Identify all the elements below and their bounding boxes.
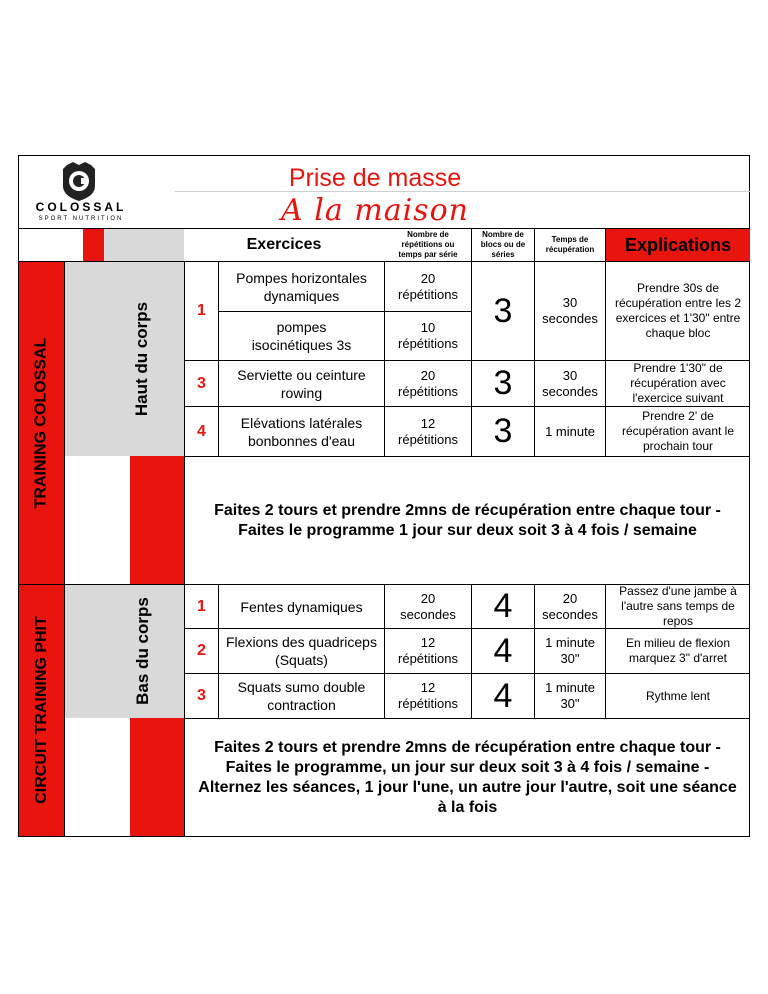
upper-block1-exercise-a: Pompes horizontales dynamiques [236, 269, 367, 304]
lower-row3-rest: 1 minute 30" [545, 680, 595, 711]
header-grey-cell [104, 229, 184, 261]
upper-block1-number: 1 [197, 302, 206, 319]
upper-block1-blocks: 3 [493, 291, 513, 330]
upper-block3-explanation: Prendre 1'30" de récupération avec l'exercice suivant [630, 361, 726, 405]
lower-row3-reps: 12 répétitions [398, 680, 458, 711]
lower-row3-exercise: Squats sumo double contraction [237, 679, 366, 713]
lower-row3-blocks: 4 [493, 676, 513, 715]
lower-row2-blocks: 4 [493, 631, 513, 670]
upper-block4-rest: 1 minute [545, 423, 595, 439]
upper-block1-rest: 30 secondes [542, 295, 598, 326]
upper-block4-exercise: Elévations latérales bonbonnes d'eau [240, 414, 363, 449]
upper-block1-reps-b: 10 répétitions [398, 320, 458, 351]
upper-block3-exercise: Serviette ou ceinture rowing [237, 366, 366, 401]
header-exercises: Exercices [246, 236, 322, 253]
header-blocks: Nombre de blocs ou de séries [480, 230, 526, 259]
header-explanations: Explications [606, 229, 750, 261]
upper-block4-reps: 12 répétitions [398, 415, 458, 447]
label-circuit-phit: CIRCUIT TRAINING PHIT [19, 584, 64, 836]
upper-block3-reps: 20 répétitions [398, 367, 458, 399]
upper-block1-reps-a: 20 répétitions [398, 270, 458, 302]
lower-row1-blocks: 4 [493, 587, 513, 625]
label-upper-body: Haut du corps [65, 262, 184, 456]
lower-row2-rest: 1 minute 30" [545, 635, 595, 666]
label-training-colossal: TRAINING COLOSSAL [19, 262, 64, 584]
lower-row3-explanation: Rythme lent [645, 688, 711, 703]
brand-logo [26, 160, 136, 230]
brand-name: COLOSSAL [35, 200, 127, 214]
lower-note: Faites 2 tours et prendre 2mns de récupération entre chaque tour - Faites le programme, un jour sur deux soit 3 à 4 fois / semaine - Alternez les séances, 1 jour l'une, un autre jour l'autre, soit une séance à la fois [198, 738, 737, 816]
upper-block3-number: 3 [197, 374, 206, 392]
upper-block3-rest: 30 secondes [542, 367, 598, 399]
header-red-swatch [83, 229, 104, 261]
upper-block1-exercise-b: pompes isocinétiques 3s [251, 319, 352, 353]
header-reps: Nombre de répétitions ou temps par série [398, 230, 458, 259]
lower-row1-rest: 20 secondes [542, 590, 598, 622]
explications-2-red-fill [130, 718, 184, 836]
shield-icon [59, 160, 99, 202]
upper-block1-explanation: Prendre 30s de récupération entre les 2 exercices et 1'30" entre chaque bloc [614, 281, 742, 340]
upper-note: Faites 2 tours et prendre 2mns de récupération entre chaque tour - Faites le programme 1 jour sur deux soit 3 à 4 fois / semaine [214, 501, 721, 539]
lower-row1-number: 1 [197, 597, 206, 615]
page-subtitle: A la maison [281, 192, 469, 228]
lower-row1-exercise: Fentes dynamiques [240, 598, 363, 615]
lower-row2-explanation: En milieu de flexion marquez 3" d'arret [625, 636, 731, 665]
label-lower-body: Bas du corps [65, 584, 184, 718]
lower-row1-reps: 20 secondes [400, 590, 456, 622]
lower-row2-reps: 12 répétitions [398, 635, 458, 666]
upper-block4-blocks: 3 [493, 412, 513, 450]
upper-block4-explanation: Prendre 2' de récupération avant le prochain tour [621, 409, 735, 453]
page-title: Prise de masse [288, 163, 462, 192]
header-rest: Temps de récupération [545, 235, 595, 254]
upper-block3-blocks: 3 [493, 364, 513, 402]
upper-block4-number: 4 [197, 422, 206, 440]
lower-row2-number: 2 [197, 642, 206, 659]
lower-row3-number: 3 [197, 687, 206, 704]
lower-row2-exercise: Flexions des quadriceps (Squats) [226, 634, 377, 668]
explications-1-red-fill [130, 456, 184, 584]
lower-row1-explanation: Passez d'une jambe à l'autre sans temps de repos [619, 584, 737, 628]
brand-tagline: SPORT NUTRITION [38, 216, 124, 222]
